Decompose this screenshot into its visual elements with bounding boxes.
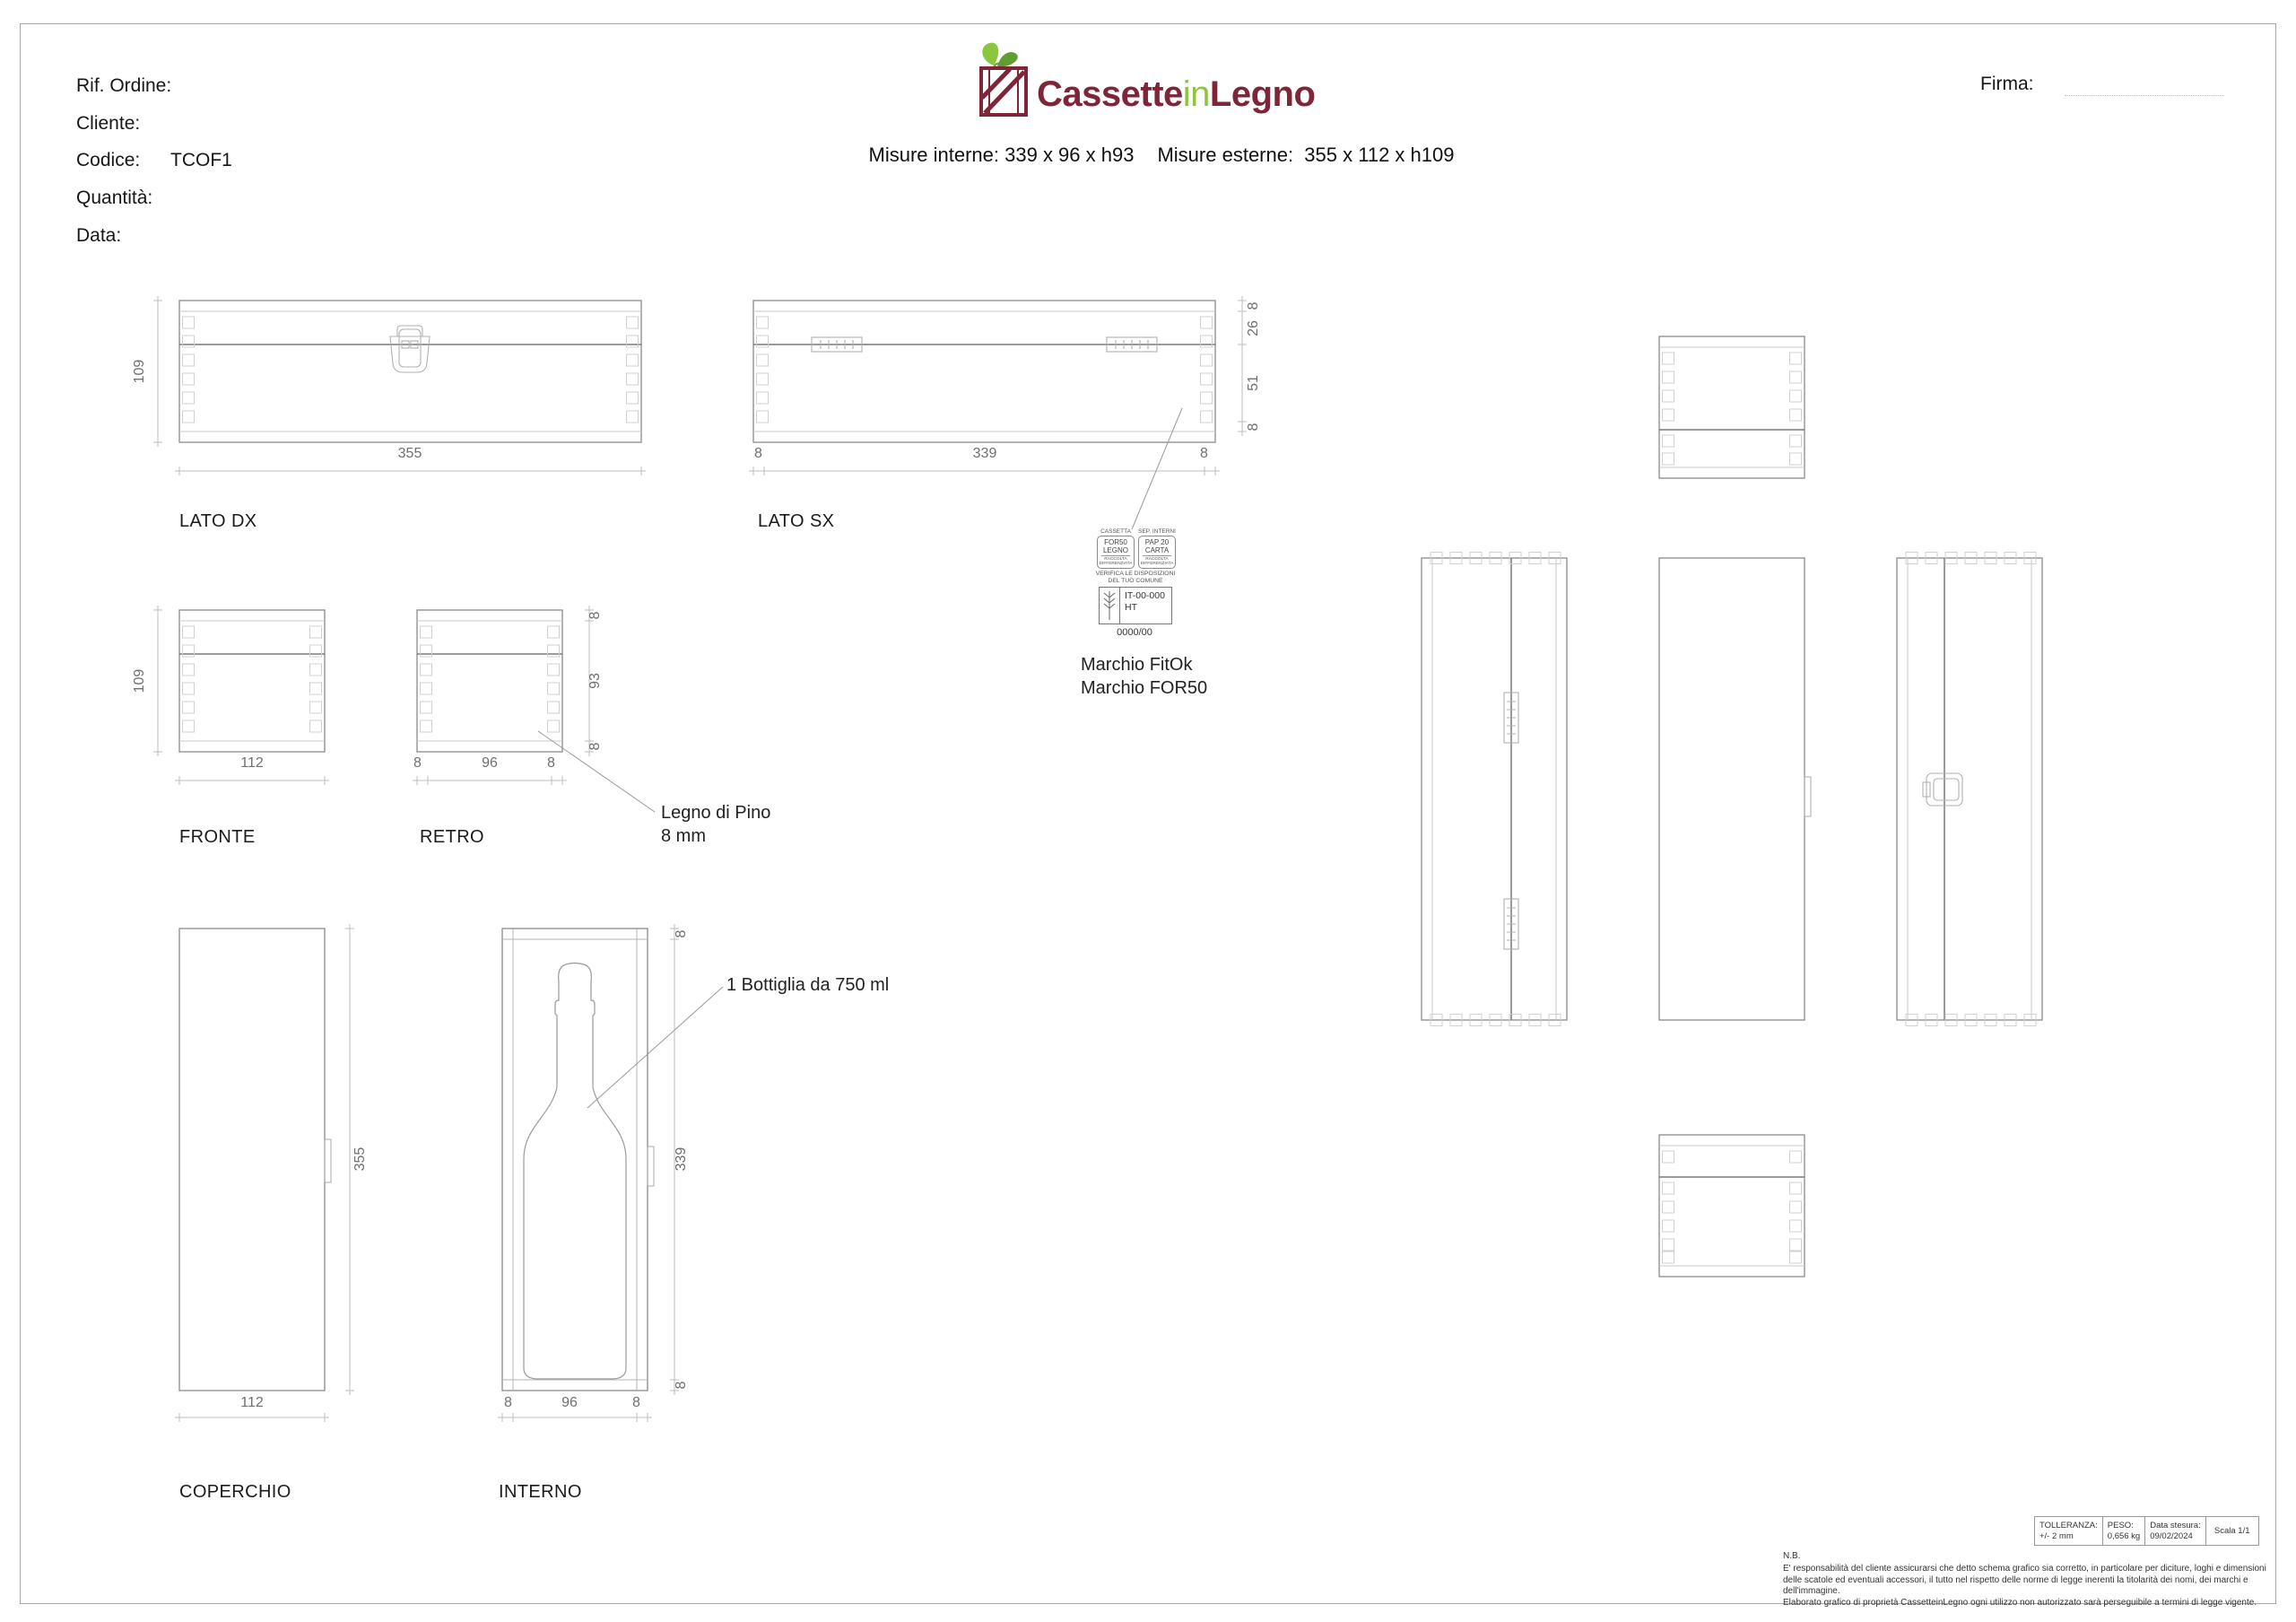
dim-label: 8 <box>547 755 555 771</box>
company-logo <box>978 40 1315 118</box>
wine-bottle-outline <box>524 964 626 1380</box>
dim-label: 339 <box>674 1147 689 1172</box>
ippc-ht: HT <box>1125 602 1137 613</box>
table-cell-tolleranza <box>2034 1516 2103 1546</box>
wood-annotation-line2: 8 mm <box>661 826 706 846</box>
misure-esterne: Misure esterne: 355 x 112 x h109 <box>1157 144 1455 166</box>
stamp-cassetta <box>1097 528 1135 569</box>
logo-part-in: in <box>1182 74 1210 114</box>
field-codice-value: TCOF1 <box>170 150 232 170</box>
latch-keeper-tab <box>325 1139 331 1182</box>
stamp-serial: 0000/00 <box>1117 627 1152 638</box>
dim-label: 8 <box>1246 423 1261 432</box>
firma-label: Firma: <box>1980 74 2034 94</box>
field-codice-label: Codice: <box>76 150 141 170</box>
stamp-sub: RACCOLTA <box>1145 557 1169 562</box>
verifica-line1: VERIFICA LE DISPOSIZIONI <box>1095 571 1176 577</box>
stamp-sub: RACCOLTA <box>1104 557 1127 562</box>
stamp-sub: DIFFERENZIATA <box>1099 562 1133 567</box>
box-view-lid-outside <box>1650 547 1848 1050</box>
dim-label: 26 <box>1246 320 1261 336</box>
dim-label: 8 <box>754 446 762 461</box>
disclaimer-line1: E' responsabilità del cliente assicurarsi che detto schema grafico sia corretto, in particolare per diciture, loghi e dimensioni <box>1783 1564 2266 1574</box>
fronte-drawing <box>126 601 395 861</box>
dim-label: 109 <box>132 668 147 693</box>
dim-label: 96 <box>561 1395 578 1410</box>
dim-label: 8 <box>413 755 422 771</box>
ippc-code: IT-00-000 <box>1125 590 1165 601</box>
bottle-annotation: 1 Bottiglia da 750 ml <box>726 975 890 995</box>
finger-joints <box>757 317 1213 423</box>
stamp-title: CASSETTA <box>1100 528 1131 535</box>
dim-label: 8 <box>1246 301 1261 310</box>
dim-label: 93 <box>587 673 603 689</box>
dim-label: 339 <box>972 446 997 461</box>
view-caption-fronte: FRONTE <box>179 827 256 847</box>
finger-joints <box>1431 553 1561 1026</box>
ippc-stamp <box>1099 587 1172 624</box>
dim-label: 8 <box>587 742 603 751</box>
wood-annotation <box>661 801 770 848</box>
finger-joints <box>421 626 560 732</box>
dim-label: 112 <box>240 1395 264 1410</box>
latch-keeper-tab <box>1805 777 1811 816</box>
finger-joints <box>183 626 322 732</box>
disclaimer-line2: delle scatole ed eventuali accessori, il tutto nel rispetto delle norme di legge inerenti la titolarità dei nomi, dei marchi e dell'immagine. <box>1783 1574 2248 1596</box>
dim-label: 51 <box>1246 375 1261 391</box>
logo-part-cassette: Cassette <box>1037 74 1183 114</box>
dim-label: 8 <box>632 1395 640 1410</box>
dim-label: 355 <box>397 446 422 461</box>
dim-label: 8 <box>1200 446 1208 461</box>
table-cell-peso <box>2103 1516 2145 1546</box>
coperchio-drawing <box>126 915 413 1453</box>
logo-wordmark <box>1037 76 1315 112</box>
wood-annotation-line1: Legno di Pino <box>661 803 771 823</box>
logo-part-legno: Legno <box>1209 74 1316 114</box>
view-caption-lato-dx: LATO DX <box>179 511 257 531</box>
measures-line <box>807 144 1516 167</box>
crate-leaf-icon <box>978 40 1030 118</box>
nb-label: N.B. <box>1783 1551 1801 1561</box>
firma-signature-line[interactable] <box>2065 77 2224 96</box>
stamp-sub: DIFFERENZIATA <box>1140 562 1174 567</box>
field-rif-ordine: Rif. Ordine: <box>76 75 172 96</box>
field-data: Data: <box>76 225 122 246</box>
data-stesura-label: Data stesura: <box>2150 1521 2201 1530</box>
peso-value: 0,656 kg <box>2107 1530 2141 1541</box>
wheat-icon <box>1100 588 1120 624</box>
box-view-top <box>1650 327 1830 498</box>
box-view-bottom <box>1650 1126 1830 1296</box>
field-quantita: Quantità: <box>76 187 153 208</box>
data-stesura-value: 09/02/2024 <box>2150 1530 2193 1541</box>
stamp-material: CARTA <box>1144 546 1170 554</box>
peso-label: PESO: <box>2107 1521 2134 1530</box>
marchio-for50-label: Marchio FOR50 <box>1081 678 1208 698</box>
dimension-lines <box>498 924 679 1422</box>
box-view-bottom-hinges <box>1408 547 1605 1050</box>
tolleranza-label: TOLLERANZA: <box>2039 1521 2098 1530</box>
dim-label: 109 <box>132 359 147 384</box>
dim-label: 8 <box>504 1395 512 1410</box>
stamp-code: FOR50 <box>1104 538 1127 546</box>
view-caption-interno: INTERNO <box>499 1482 582 1502</box>
misure-interne: Misure interne: 339 x 96 x h93 <box>868 144 1135 166</box>
tolerance-table <box>2034 1516 2259 1546</box>
verifica-line2: DEL TUO COMUNE <box>1108 577 1163 584</box>
dim-label: 96 <box>482 755 498 771</box>
tolleranza-value: +/- 2 mm <box>2039 1530 2074 1541</box>
table-cell-data-stesura <box>2145 1516 2206 1546</box>
table-cell-scala: Scala 1/1 <box>2206 1516 2259 1546</box>
disclaimer-text <box>1783 1564 2274 1609</box>
dim-label: 8 <box>587 611 603 620</box>
stamp-sep-interni <box>1138 528 1176 569</box>
stamp-code: PAP 20 <box>1144 538 1170 546</box>
verifica-note <box>1091 571 1180 584</box>
stamp-title: SEP. INTERNI <box>1138 528 1176 535</box>
view-caption-lato-sx: LATO SX <box>758 511 835 531</box>
dim-label: 8 <box>674 1381 689 1390</box>
finger-joints <box>1663 353 1802 465</box>
view-caption-retro: RETRO <box>420 827 484 847</box>
latch-keeper-tab <box>648 1147 654 1186</box>
dim-label: 112 <box>240 755 264 771</box>
dim-label: 355 <box>352 1147 368 1172</box>
clasp-latch-icon <box>1923 773 1962 806</box>
disclaimer-line3: Elaborato grafico di proprietà CassetteinLegno ogni utilizzo non autorizzato sarà perseguibile a termini di legge vigente. <box>1783 1597 2257 1608</box>
view-caption-coperchio: COPERCHIO <box>179 1482 291 1502</box>
field-cliente: Cliente: <box>76 113 141 134</box>
stamp-material: LEGNO <box>1102 546 1128 554</box>
retro-drawing <box>377 601 682 861</box>
finger-joints <box>1663 1151 1802 1263</box>
marchio-fitok-label: Marchio FitOk <box>1081 655 1193 675</box>
dimension-lines <box>175 924 354 1422</box>
finger-joints <box>183 317 639 423</box>
box-view-top-clasp <box>1883 547 2081 1050</box>
dim-label: 8 <box>674 929 689 938</box>
finger-joints <box>1906 553 2036 1026</box>
clasp-latch-icon <box>390 326 430 372</box>
